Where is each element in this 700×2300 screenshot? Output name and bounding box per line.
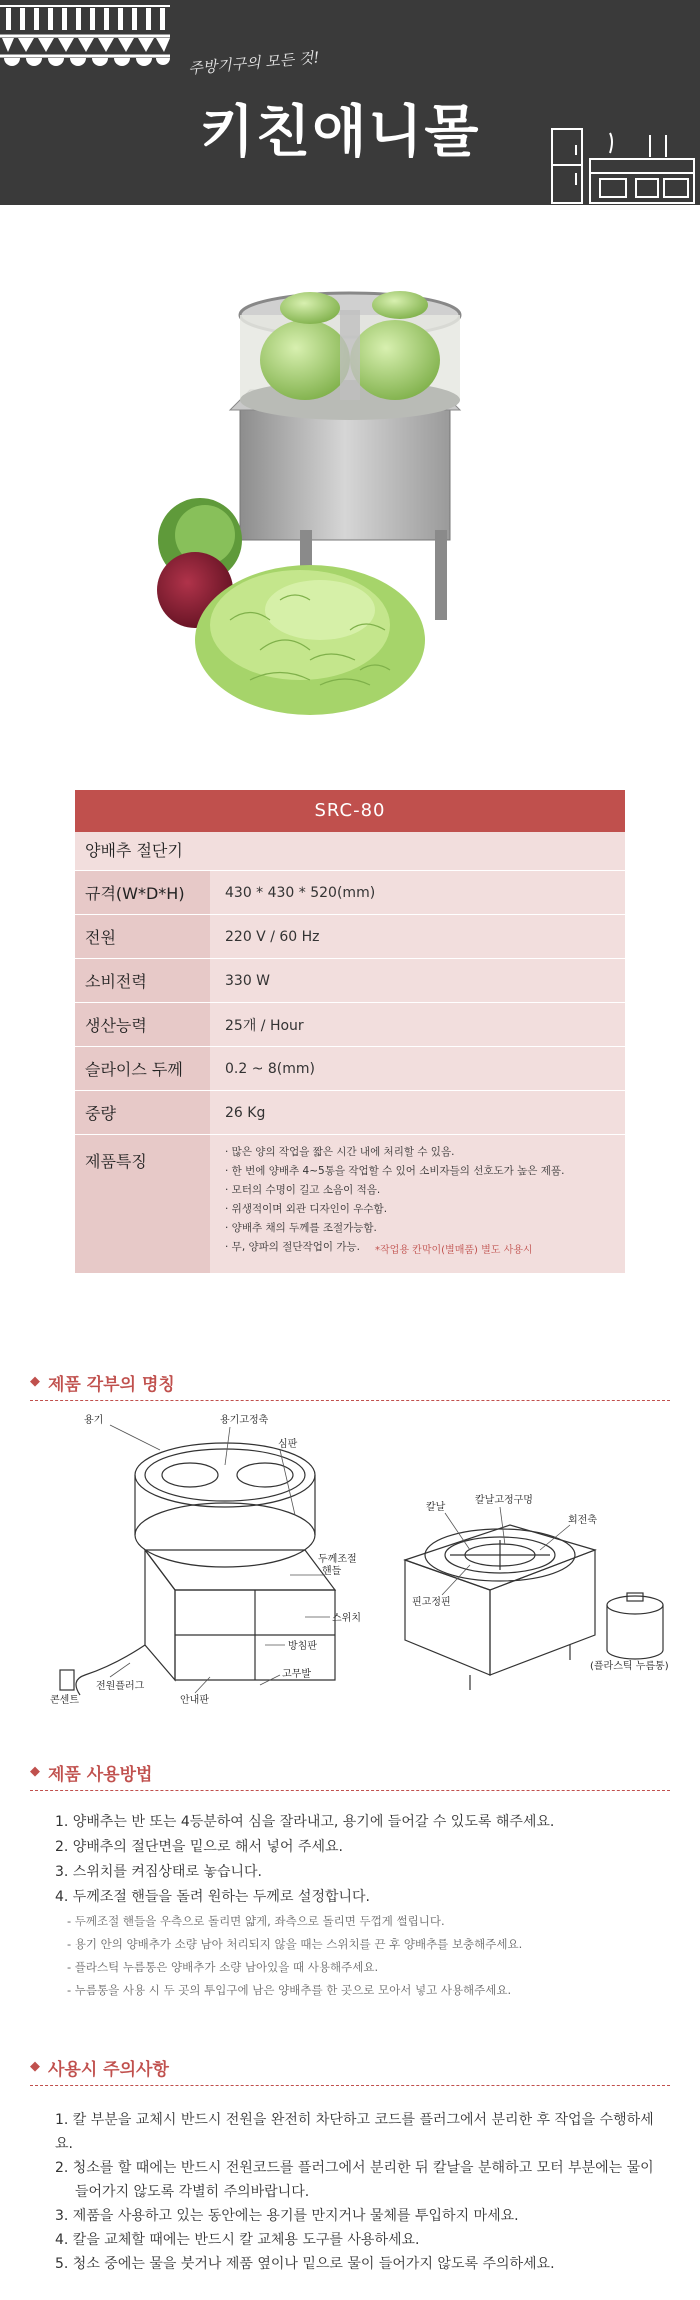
label-thickness-handle: 두께조절 [318,1554,357,1565]
usage-note: - 두께조절 핸들을 우측으로 돌리면 얇게, 좌측으로 돌리면 두껍게 썰립니다. [67,1914,445,1928]
caution-list [55,2108,655,2276]
label-container-lock: 용기고정축 [220,1415,269,1426]
spec-row-size [75,871,625,915]
feature-item: · 많은 양의 작업을 짧은 시간 내에 처리할 수 있음. [225,1146,455,1158]
label-rubber-foot: 고무발 [282,1669,311,1680]
spec-row-capacity [75,1003,625,1047]
spec-row-thickness [75,1047,625,1091]
bunting-decoration [0,0,170,80]
usage-note: - 플라스틱 누름통은 양배추가 소량 남아있을 때 사용해주세요. [67,1960,379,1974]
usage-step: 2. 양배추의 절단면을 밑으로 해서 넣어 주세요. [55,1839,343,1855]
label-guide-plate: 안내판 [180,1695,209,1705]
features-list [210,1135,625,1273]
caution-heading: 사용시 주의사항 [48,2060,169,2080]
label-power-plug: 전원플러그 [96,1681,145,1692]
store-tagline: 주방기구의 모든 것! [187,48,321,78]
product-name: 양배추 절단기 [75,832,625,871]
feature-item: · 양배추 채의 두께를 조절가능함. [225,1222,377,1234]
spec-value: 0.2 ~ 8(mm) [210,1047,625,1090]
product-photo-cabbage-slicer [150,290,570,720]
spec-label: 규격(W*D*H) [75,871,210,914]
feature-item: · 위생적이며 외관 디자인이 우수함. [225,1203,388,1215]
feature-item: · 무, 양파의 절단작업이 가능. [225,1241,360,1253]
spec-row-features [75,1135,625,1274]
spec-label: 생산능력 [75,1003,210,1046]
spec-label: 전원 [75,915,210,958]
label-core-plate: 심판 [278,1439,298,1450]
kitchen-line-art-icon [548,115,698,205]
feature-item: · 모터의 수명이 길고 소음이 적음. [225,1184,381,1196]
spec-label: 소비전력 [75,959,210,1002]
label-plastic-pusher: (플라스틱 누름통) [590,1661,669,1672]
caution-item: 5. 청소 중에는 물을 붓거나 제품 옆이나 밑으로 물이 들어가지 않도록 주의하세요. [55,2256,555,2272]
label-splash-plate: 방침판 [288,1641,317,1652]
diamond-bullet-icon: ◆ [30,2059,40,2074]
label-switch: 스위치 [332,1613,361,1624]
caution-item: 2. 청소를 할 때에는 반드시 전원코드를 플러그에서 분리한 뒤 칼날을 분해하고 모터 부분에는 물이 [55,2160,654,2176]
spec-table [75,790,625,1274]
usage-note: - 용기 안의 양배추가 소량 남아 처리되지 않을 때는 스위치를 끈 후 양배추를 보충해주세요. [67,1937,523,1951]
label-fixing-pin: 핀고정핀 [412,1597,451,1608]
usage-heading: 제품 사용방법 [48,1765,153,1785]
caution-item: 들어가지 않도록 각별히 주의바랍니다. [75,2184,310,2200]
spec-value: 430 * 430 * 520(mm) [210,871,625,914]
usage-section-header [30,1760,670,1791]
parts-diagram [50,1405,670,1705]
model-number: SRC-80 [75,790,625,832]
spec-label: 슬라이스 두께 [75,1047,210,1090]
diamond-bullet-icon: ◆ [30,1764,40,1779]
store-name: 키친애니몰 [200,100,481,165]
label-outlet: 콘센트 [50,1695,79,1705]
parts-heading: 제품 각부의 명칭 [48,1375,175,1395]
usage-list [55,1810,655,2002]
usage-note: - 누름통을 사용 시 두 곳의 투입구에 남은 양배추를 한 곳으로 모아서 넣고 사용해주세요. [67,1983,512,1997]
label-container: 용기 [84,1415,104,1426]
usage-step: 1. 양배추는 반 또는 4등분하여 심을 잘라내고, 용기에 들어갈 수 있도록 해주세요. [55,1814,555,1830]
parts-section-header [30,1370,670,1401]
feature-note: *작업용 칸막이(별매품) 별도 사용시 [375,1245,533,1256]
spec-value: 330 W [210,959,625,1002]
spec-label: 제품특징 [75,1135,210,1273]
spec-label: 중량 [75,1091,210,1134]
usage-step: 4. 두께조절 핸들을 돌려 원하는 두께로 설정합니다. [55,1889,370,1905]
label-blade: 칼날 [426,1502,446,1513]
spec-row-consumption [75,959,625,1003]
usage-step: 3. 스위치를 켜짐상태로 놓습니다. [55,1864,262,1880]
label-blade-fix-hole: 칼날고정구멍 [475,1495,533,1506]
label-thickness-handle: 핸들 [322,1566,342,1577]
spec-row-power [75,915,625,959]
caution-item: 4. 칼을 교체할 때에는 반드시 칼 교체용 도구를 사용하세요. [55,2232,420,2248]
diamond-bullet-icon: ◆ [30,1374,40,1389]
spec-row-weight [75,1091,625,1135]
caution-item: 1. 칼 부분을 교체시 반드시 전원을 완전히 차단하고 코드를 플러그에서 분리한 후 작업을 수행하세요. [55,2112,654,2152]
spec-value: 26 Kg [210,1091,625,1134]
caution-item: 3. 제품을 사용하고 있는 동안에는 용기를 만지거나 물체를 투입하지 마세요. [55,2208,519,2224]
spec-value: 25개 / Hour [210,1003,625,1046]
store-banner [0,0,700,205]
caution-section-header [30,2055,670,2086]
label-rotation-axis: 회전축 [568,1515,597,1526]
feature-item: · 한 번에 양배추 4~5통을 작업할 수 있어 소비자들의 선호도가 높은 제품. [225,1165,565,1177]
spec-value: 220 V / 60 Hz [210,915,625,958]
